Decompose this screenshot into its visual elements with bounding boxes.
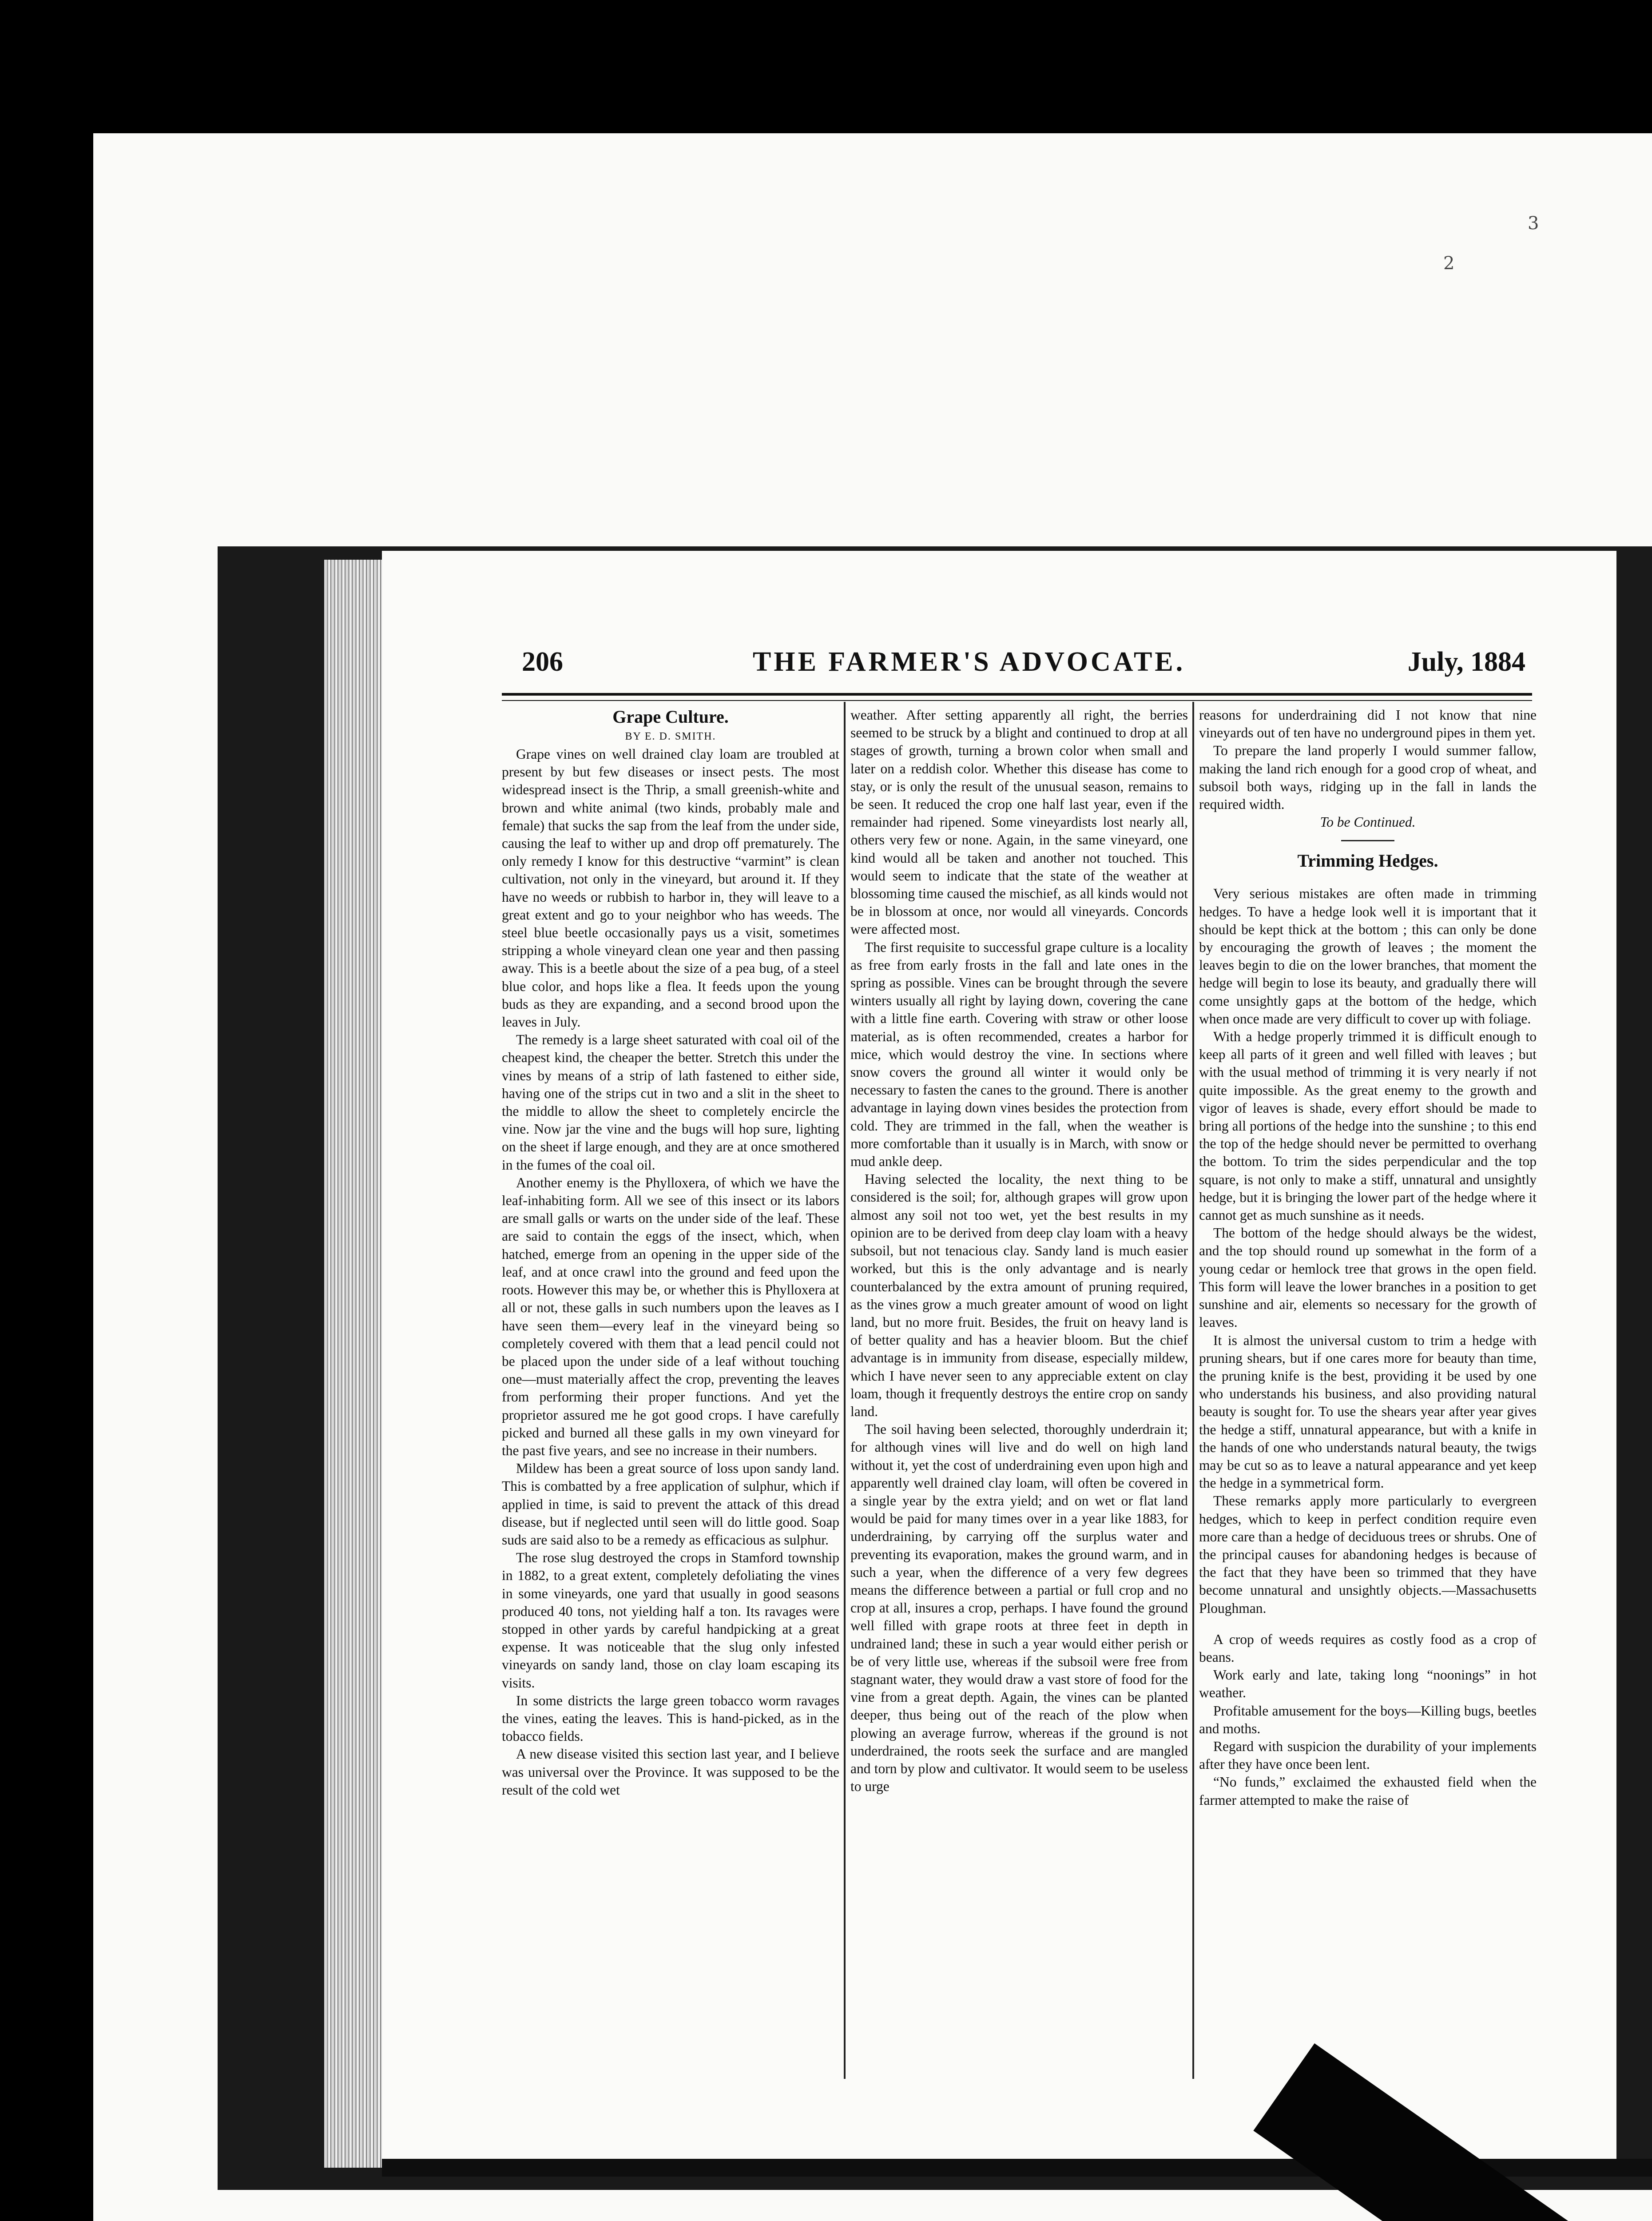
paragraph: A crop of weeds requires as costly food as a crop of beans. (1199, 1631, 1537, 1665)
paragraph: reasons for underdraining did I not know that nine vineyards out of ten have no underground pipes in them yet. (1199, 707, 1537, 741)
paragraph: With a hedge properly trimmed it is difficult enough to keep all parts of it green and well filled with leaves ; but with the usual method of trimming it is very nearly if not quite impossible. As the great enemy to the growth and vigor of leaves is shade, every effort should be made to bring all portions of the hedge into the sunshine ; to this end the top of the hedge should never be permitted to overhang the bottom. To trim the sides perpendicular and the top square, is not only to make a stiff, unnatural and unsightly hedge, but it is bringing the lower part of the hedge where it cannot get as much sunshine as it needs. (1199, 1029, 1537, 1223)
paragraph: The first requisite to successful grape culture is a locality as free from early frosts in the fall and late ones in the spring as possible. Vines can be brought through the severe winters usually all right by laying down, covering the cane with a little fine earth. Covering with straw or other loose material, as is often recommended, creates a harbor for mice, which would destroy the vine. In sections where snow covers the ground all winter it would only be necessary to fasten the canes to the ground. There is another advantage in laying down vines besides the protection from cold. They are trimmed in the fall, when the weather is more comfortable than it usually is in March, with snow or mud ankle deep. (850, 939, 1188, 1170)
section-rule (1341, 840, 1394, 841)
paragraph: weather. After setting apparently all right, the berries seemed to be struck by a blight and continued to drop at all stages of growth, turning a brown color when small and later on a reddish color. Whether this disease has come to stay, or is only the result of the unusual season, remains to be seen. It reduced the crop one half last year, even if the remainder had ripened. Some vineyardists lost nearly all, others very few or none. Again, in the same vineyard, one kind would all be taken and another not touched. This would seem to indicate that the state of the weather at blossoming time caused the mischief, as all kinds would not be in blossom at once, nor would all vineyards. Concords were affected most. (850, 707, 1188, 937)
article-heading-grape-culture: Grape Culture. (612, 707, 729, 727)
column-2 (850, 706, 1188, 1795)
page-header (522, 646, 1525, 682)
paragraph: Work early and late, taking long “noonings” in hot weather. (1199, 1667, 1537, 1701)
paragraph: “No funds,” exclaimed the exhausted field when the farmer attempted to make the raise of (1199, 1774, 1537, 1808)
column-3 (1199, 706, 1537, 1809)
paragraph: Another enemy is the Phylloxera, of which we have the leaf-inhabiting form. All we see of this insect or its labors are small galls or warts on the under side of the leaf. These are said to contain the eggs of the insect, which, when hatched, emerge from an opening in the upper side of the leaf, and at once crawl into the ground and feed upon the roots. However this may be, or whether this is Phylloxera at all or not, these galls in such numbers upon the leaves as I have seen them—every leaf in the vineyard being so completely covered with them that a lead pencil could not be placed upon the under side of a leaf without touching one—must materially affect the crop, preventing the leaves from performing their proper functions. And yet the proprietor assured me he got good crops. I have carefully picked and burned all these galls in my own vineyard for the past five years, and see no increase in their numbers. (502, 1174, 839, 1458)
paragraph: These remarks apply more particularly to evergreen hedges, which to keep in perfect condition require even more care than a hedge of deciduous trees or shrubs. One of the principal causes for abandoning hedges is because of the fact that they have been so trimmed that they have become unnatural and unsightly objects.—Massachusetts Ploughman. (1199, 1493, 1537, 1616)
to-be-continued: To be Continued. (1320, 814, 1416, 830)
corner-mark-a: 3 (1528, 213, 1539, 234)
paragraph: The remedy is a large sheet saturated with coal oil of the cheapest kind, the cheaper the better. Stretch this under the vines by means of a strip of lath fastened to either side, having one of the strips cut in two and a slit in the sheet to the middle to allow the sheet to completely encircle the vine. Now jar the vine and the bugs will hop sure, lighting on the sheet if large enough, and they are at once smothered in the fumes of the coal oil. (502, 1032, 839, 1173)
spacer (1199, 872, 1537, 885)
page-edges (324, 560, 382, 2168)
column-divider-2 (1192, 702, 1194, 2079)
paragraph: Grape vines on well drained clay loam are troubled at present by but few diseases or insect pests. The most widespread insect is the Thrip, a small greenish-white and brown and white animal (two kinds, probably male and female) that sucks the sap from the leaf from the under side, causing the leaf to wither up and drop off prematurely. The only remedy I know for this destructive “varmint” is clean cultivation, not only in the vineyard, but around it. If they have no weeds or rubbish to harbor in, they will leave to a great extent and go to your neighbor who has weeds. The steel blue beetle occasionally pays us a visit, sometimes stripping a whole vineyard clean one year and then passing away. This is a beetle about the size of a pea bug, of a steel blue color, and hops like a flea. It feeds upon the young buds as they are expanding, and a second brood upon the leaves in July. (502, 746, 839, 1030)
header-rule (502, 693, 1532, 701)
paragraph: Profitable amusement for the boys—Killing bugs, beetles and moths. (1199, 1703, 1537, 1736)
paragraph: Mildew has been a great source of loss upon sandy land. This is combatted by a free application of sulphur, which if applied in time, is said to prevent the attack of this dread disease, but if neglected until seen will do little good. Soap suds are said also to be a remedy as efficacious as sulphur. (502, 1461, 839, 1548)
column-1 (502, 706, 839, 1799)
masthead-title: THE FARMER'S ADVOCATE. (753, 647, 1186, 677)
paragraph: The soil having been selected, thoroughly underdrain it; for although vines will live and do well on high land without it, yet the cost of underdraining even upon high and apparently well drained clay loam, will often be covered in a single year by the extra yield; and on wet or flat land would be paid for many times over in a year like 1883, for underdraining, by carrying off the surplus water and preventing its evaporation, makes the ground warm, and in such a year, when the difference of a very few degrees means the difference between a partial or full crop and no crop at all, insures a crop, perhaps. I have found the ground well filled with grape roots at three feet in depth in undrained land; these in such a year would either perish or be of very little use, whereas if the subsoil were free from stagnant water, they would draw a vast store of food for the vine from a great depth. Again, the vines can be planted deeper, thus being out of the reach of the plow when plowing an average furrow, whereas if the ground is not underdrained, the roots seek the surface and are mangled and torn by plow and cultivator. It would seem to be useless to urge (850, 1421, 1188, 1795)
page-number: 206 (522, 647, 563, 677)
paragraph: In some districts the large green tobacco worm ravages the vines, eating the leaves. This is hand-picked, as in the tobacco fields. (502, 1692, 839, 1744)
paragraph: The bottom of the hedge should always be the widest, and the top should round up somewhat in the form of a young cedar or hemlock tree that grows in the open field. This form will leave the lower branches in a position to get sunshine and air, elements so necessary for the growth of leaves. (1199, 1225, 1537, 1330)
paragraph: Regard with suspicion the durability of your implements after they have once been lent. (1199, 1738, 1537, 1772)
paragraph: Having selected the locality, the next thing to be considered is the soil; for, although grapes will grow upon almost any soil not too wet, yet the best results in my opinion are to be derived from deep clay loam with a heavy subsoil, but not tenacious clay. Sandy land is much easier worked, but this is the only advantage and is nearly counterbalanced by the extra amount of pruning required, as the vines grow a much greater amount of wood on light land, but no more fruit. Besides, the fruit on heavy land is of better quality and has a heavier bloom. But the chief advantage is in immunity from disease, especially mildew, which I have never seen to any appreciable extent on clay loam, though it frequently destroys the entire crop on sandy land. (850, 1171, 1188, 1419)
corner-mark-b: 2 (1443, 253, 1455, 274)
paragraph: The rose slug destroyed the crops in Stamford township in 1882, to a great extent, completely defoliating the vines in some vineyards, one yard that usually in good seasons produced 40 tons, not yielding half a ton. Its ravages were stopped in other yards by careful handpicking at a great expense. It was noticeable that the slug only infested vineyards on sandy land, those on clay loam escaping its visits. (502, 1550, 839, 1691)
spacer (1199, 1617, 1537, 1631)
paragraph: It is almost the universal custom to trim a hedge with pruning shears, but if one cares more for beauty than time, the pruning knife is the best, providing it be used by one who understands his business, and also providing natural beauty is sought for. To use the shears year after year gives the hedge a stiff, unnatural appearance, but with a knife in the hands of one who understands natural beauty, the twigs may be cut so as to leave a natural appearance and yet keep the hedge in a symmetrical form. (1199, 1332, 1537, 1491)
column-divider-1 (844, 702, 846, 2079)
paragraph: A new disease visited this section last year, and I believe was universal over the Province. It was supposed to be the result of the cold wet (502, 1746, 839, 1798)
paragraph: To prepare the land properly I would summer fallow, making the land rich enough for a good crop of wheat, and subsoil both ways, ridging up in the fall in lands the required width. (1199, 743, 1537, 812)
article-heading-trimming-hedges: Trimming Hedges. (1297, 851, 1438, 871)
paragraph: Very serious mistakes are often made in trimming hedges. To have a hedge look well it is important that it should be kept thick at the bottom ; this can only be done by encouraging the growth of leaves ; the moment the leaves begin to die on the lower branches, that moment the hedge will begin to lose its beauty, and gradually there will come unsightly gaps at the bottom of the hedge, which when once made are very difficult to cover up with foliage. (1199, 886, 1537, 1027)
article-byline: BY E. D. SMITH. (625, 731, 716, 742)
issue-date: July, 1884 (1407, 647, 1525, 677)
